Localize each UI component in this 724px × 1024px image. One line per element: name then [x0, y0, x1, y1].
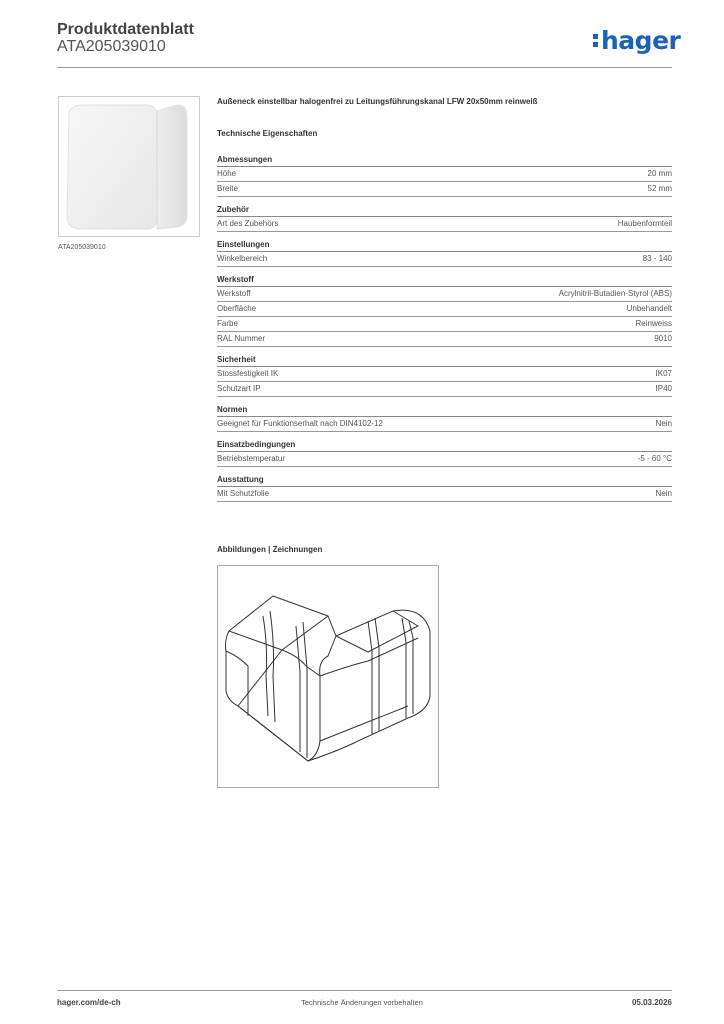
property-label: Farbe	[217, 319, 238, 328]
tech-heading: Technische Eigenschaften	[217, 129, 318, 138]
property-row	[217, 302, 672, 317]
property-value: Acrylnitril-Butadien-Styrol (ABS)	[558, 289, 672, 298]
property-value: Nein	[655, 489, 672, 498]
footer-divider	[57, 990, 672, 991]
property-groups	[217, 154, 672, 502]
property-group	[217, 354, 672, 397]
footer-website[interactable]: hager.com/de-ch	[57, 998, 121, 1007]
property-group	[217, 439, 672, 467]
group-title: Sicherheit	[217, 354, 672, 367]
property-row	[217, 217, 672, 232]
property-value: 83 - 140	[642, 254, 672, 263]
property-label: Stossfestigkeit IK	[217, 369, 279, 378]
property-value: Reinweiss	[635, 319, 672, 328]
property-label: Geeignet für Funktionserhalt nach DIN4102-12	[217, 419, 383, 428]
property-label: Mit Schutzfolie	[217, 489, 270, 498]
property-label: Breite	[217, 184, 238, 193]
property-group	[217, 404, 672, 432]
property-label: Höhe	[217, 169, 237, 178]
property-value: Unbehandelt	[626, 304, 672, 313]
group-title: Werkstoff	[217, 274, 672, 287]
property-value: Nein	[655, 419, 672, 428]
product-photo	[58, 96, 200, 237]
property-group	[217, 474, 672, 502]
photo-caption: ATA205039010	[58, 244, 106, 251]
property-value: -5 - 60 °C	[637, 454, 672, 463]
property-value: Haubenformteil	[617, 219, 672, 228]
property-label: Oberfläche	[217, 304, 257, 313]
footer-date: 05.03.2026	[631, 998, 672, 1007]
footer-notice: Technische Änderungen vorbehalten	[301, 998, 423, 1007]
property-label: Betriebstemperatur	[217, 454, 286, 463]
property-value: 52 mm	[647, 184, 672, 193]
property-label: Schutzart IP	[217, 384, 261, 393]
property-row	[217, 382, 672, 397]
group-title: Abmessungen	[217, 154, 672, 167]
technical-drawing-image	[218, 566, 438, 787]
property-group	[217, 154, 672, 197]
group-title: Normen	[217, 404, 672, 417]
property-row	[217, 252, 672, 267]
property-value: IK07	[655, 369, 672, 378]
property-value: 9010	[654, 334, 672, 343]
property-group	[217, 204, 672, 232]
property-row	[217, 317, 672, 332]
property-row	[217, 287, 672, 302]
property-row	[217, 332, 672, 347]
figures-heading: Abbildungen | Zeichnungen	[217, 545, 323, 554]
group-title: Einstellungen	[217, 239, 672, 252]
property-row	[217, 487, 672, 502]
property-value: 20 mm	[647, 169, 672, 178]
property-row	[217, 367, 672, 382]
logo-dots-icon	[593, 31, 599, 50]
technical-drawing	[217, 565, 439, 788]
logo-text: hager	[601, 26, 681, 55]
product-title: Außeneck einstellbar halogenfrei zu Leitungsführungskanal LFW 20x50mm reinweiß	[217, 97, 538, 106]
property-row	[217, 167, 672, 182]
property-row	[217, 182, 672, 197]
property-group	[217, 274, 672, 347]
property-group	[217, 239, 672, 267]
header-divider	[57, 67, 672, 68]
property-row	[217, 417, 672, 432]
property-label: RAL Nummer	[217, 334, 266, 343]
property-value: IP40	[655, 384, 672, 393]
product-details	[217, 97, 672, 509]
property-label: Art des Zubehörs	[217, 219, 279, 228]
property-label: Werkstoff	[217, 289, 251, 298]
group-title: Einsatzbedingungen	[217, 439, 672, 452]
product-photo-image	[59, 97, 199, 236]
document-title: Produktdatenblatt	[57, 21, 194, 38]
property-label: Winkelbereich	[217, 254, 268, 263]
group-title: Ausstattung	[217, 474, 672, 487]
article-number: ATA205039010	[57, 38, 166, 55]
group-title: Zubehör	[217, 204, 672, 217]
brand-logo	[593, 26, 680, 55]
property-row	[217, 452, 672, 467]
